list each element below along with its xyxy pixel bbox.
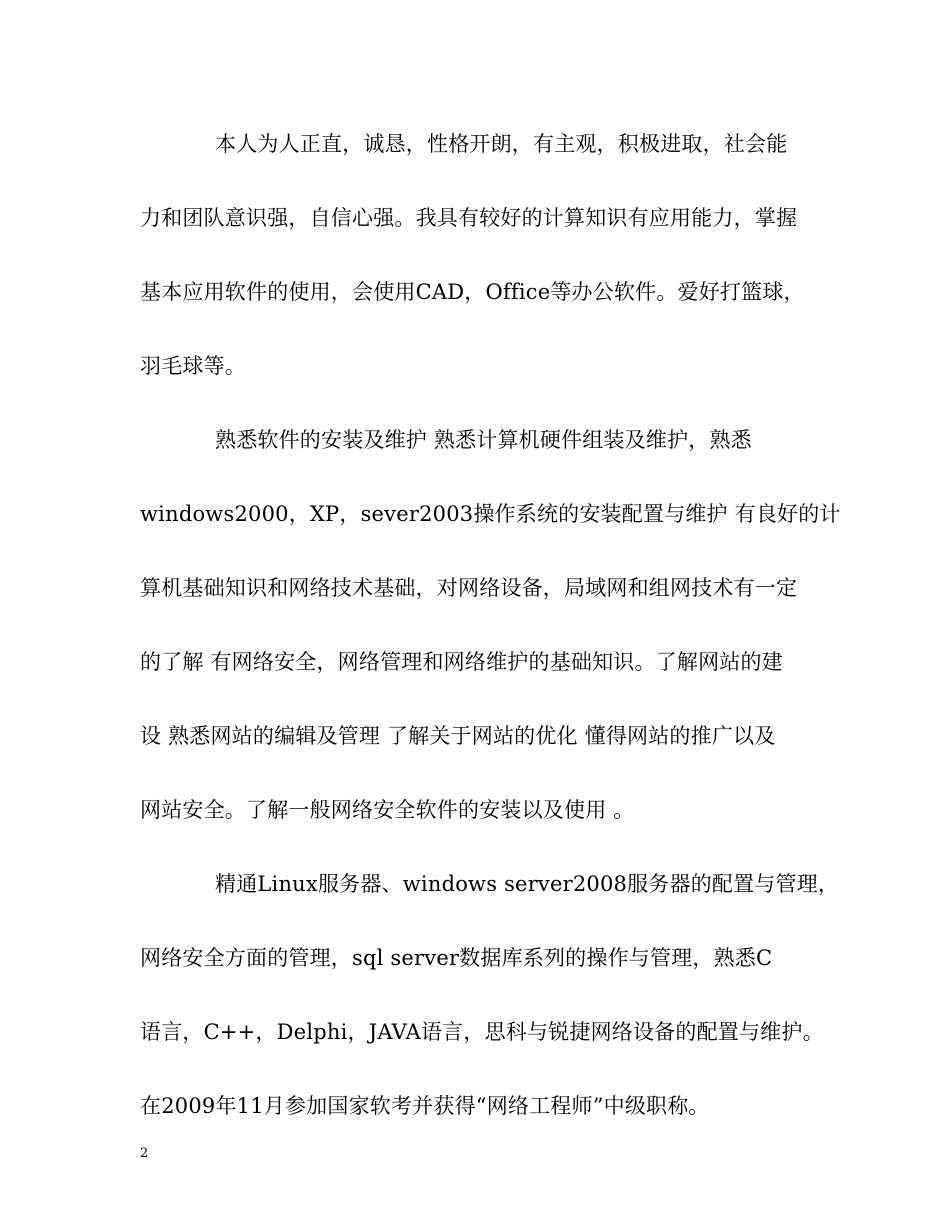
- page-number: 2: [140, 1146, 149, 1161]
- paragraph-2-line-3: 算机基础知识和网络技术基础，对网络设备，局域网和组网技术有一定: [140, 576, 798, 600]
- paragraph-3-line-1: 精通Linux服务器、windows server2008服务器的配置与管理，: [215, 872, 840, 896]
- paragraph-1-line-2: 力和团队意识强，自信心强。我具有较好的计算知识有应用能力，掌握: [140, 206, 798, 230]
- paragraph-2-line-1: 熟悉软件的安装及维护 熟悉计算机硬件组装及维护，熟悉: [215, 428, 752, 452]
- paragraph-2-line-5: 设 熟悉网站的编辑及管理 了解关于网站的优化 懂得网站的推广以及: [140, 724, 776, 748]
- paragraph-3-line-3: 语言，C++，Delphi，JAVA语言，思科与锐捷网络设备的配置与维护。: [140, 1020, 824, 1044]
- paragraph-1-line-3: 基本应用软件的使用，会使用CAD，Office等办公软件。爱好打篮球，: [140, 280, 805, 304]
- paragraph-1-line-1: 本人为人正直，诚恳，性格开朗，有主观，积极进取，社会能: [215, 132, 788, 156]
- paragraph-1-line-4: 羽毛球等。: [140, 354, 246, 378]
- paragraph-2-line-4: 的了解 有网络安全，网络管理和网络维护的基础知识。了解网站的建: [140, 650, 783, 674]
- paragraph-3-line-4: 在2009年11月参加国家软考并获得“网络工程师”中级职称。: [140, 1094, 710, 1118]
- paragraph-2-line-2: windows2000，XP，sever2003操作系统的安装配置与维护 有良好的计: [140, 502, 841, 526]
- paragraph-2-line-6: 网站安全。了解一般网络安全软件的安装以及使用 。: [140, 798, 635, 822]
- paragraph-3-line-2: 网络安全方面的管理，sql server数据库系列的操作与管理，熟悉C: [140, 946, 773, 970]
